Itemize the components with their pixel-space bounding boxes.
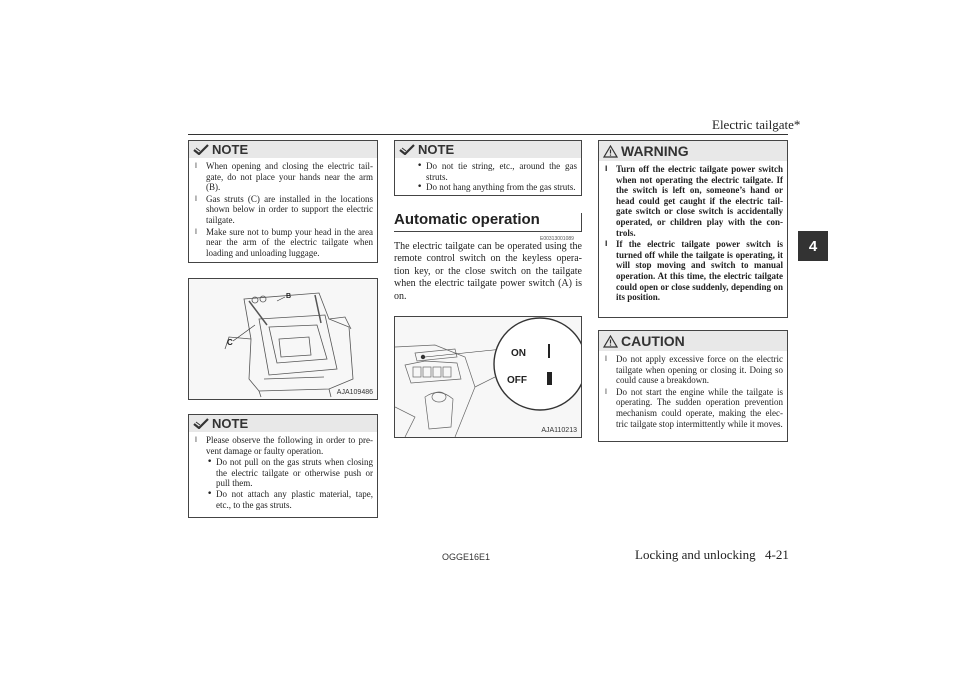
label-b: B (286, 293, 292, 300)
page-number: 4-21 (765, 547, 789, 562)
section-title: Automatic operation (394, 211, 540, 228)
on-position-mark (548, 344, 550, 358)
note-pen-icon (193, 144, 209, 155)
document-code: OGGE16E1 (442, 552, 491, 562)
note-box-3 (394, 140, 582, 196)
dot: • (417, 161, 423, 171)
note-label: NOTE (212, 142, 249, 157)
off-position-mark (547, 372, 552, 385)
bullet: l (605, 355, 607, 363)
running-header: Electric tailgate* (712, 117, 801, 132)
dot: • (207, 488, 213, 499)
note-box-1 (188, 140, 378, 263)
note-header (189, 415, 377, 432)
note-pen-icon (193, 418, 209, 429)
bullet: l (605, 240, 608, 249)
list-item: l Make sure not to bump your head in the area near the arm of the electric tailgate when loading and unloading luggage. (195, 226, 373, 258)
dot: • (207, 457, 213, 468)
sub-item: • Do not hang anything from the gas struts. (417, 182, 576, 193)
warning-label: WARNING (621, 143, 689, 159)
figure-id: AJA110213 (541, 427, 577, 434)
list-item: l Please observe the following in order to pre-vent damage or faulty operation. (195, 435, 373, 456)
sub-item: • Do not attach any plastic material, tape, etc., to the gas struts. (207, 488, 373, 510)
list-item: l Gas struts (C) are installed in the locations shown below in order to support the electric tailgate. (195, 193, 373, 225)
section-code: E00313001089 (540, 236, 574, 242)
bullet: l (195, 162, 197, 170)
note-header (189, 141, 377, 158)
dot: • (417, 182, 423, 193)
note-pen-icon (399, 144, 415, 155)
figure-id: AJA109486 (336, 389, 373, 396)
caution-label: CAUTION (621, 333, 685, 349)
list-item: l Do not start the engine while the tailgate is operating. The sudden operation prevention mechanism could operate, making the elec-tric tailgate stop intermittently while it moves. (605, 386, 783, 429)
bullet: l (605, 165, 608, 173)
off-label: OFF (507, 375, 527, 386)
list-item: l If the electric tailgate power switch is turned off while the tailgate is operating, it will stop moving and switch to manual operation. At this time, the electric tailgate could open or close suddenly, depending on its position. (605, 239, 783, 303)
header-rule (188, 134, 788, 135)
warning-header (599, 141, 787, 161)
section-corner (581, 213, 582, 232)
bullet: l (195, 436, 197, 444)
caution-box (598, 330, 788, 442)
caution-header (599, 331, 787, 351)
bullet: l (195, 227, 197, 236)
sub-item: • Do not pull on the gas struts when closing the electric tailgate or otherwise push or pull them. (207, 457, 373, 489)
sub-item: • Do not tie string, etc., around the gas struts. (417, 161, 577, 182)
list-item: l Turn off the electric tailgate power switch when not operating the electric tailgate. If the switch is left on, someone’s hand or head could get caught if the electric tail-gate switch or close switch is accidentally operated, or children play with the con-trols. (605, 164, 783, 238)
note-label: NOTE (212, 416, 249, 431)
note-box-2 (188, 414, 378, 518)
on-label: ON (511, 348, 526, 359)
section-body: The electric tailgate can be operated using the remote control switch on the keyless opera-tion key, or the close switch on the tailgate when the electric tailgate power switch (A) is on. (394, 241, 582, 302)
list-item: l When opening and closing the electric tail-gate, do not place your hands near the arm (B). (195, 161, 373, 193)
tailgate-illustration (189, 279, 377, 399)
warning-triangle-icon (603, 145, 618, 158)
note-label: NOTE (418, 142, 455, 157)
power-switch-figure (394, 316, 582, 438)
section-rule (394, 231, 582, 232)
gas-strut-figure (188, 278, 378, 400)
footer-section-name: Locking and unlocking (635, 547, 756, 562)
bullet: l (605, 387, 607, 396)
caution-triangle-icon (603, 335, 618, 348)
chapter-tab: 4 (798, 231, 828, 261)
warning-box (598, 140, 788, 318)
note-header (395, 141, 581, 158)
bullet: l (195, 194, 197, 203)
list-item: l Do not apply excessive force on the electric tailgate when opening or closing it. Doing so could cause a breakdown. (605, 354, 783, 386)
switch-illustration (395, 317, 581, 437)
label-c: C (227, 338, 233, 347)
